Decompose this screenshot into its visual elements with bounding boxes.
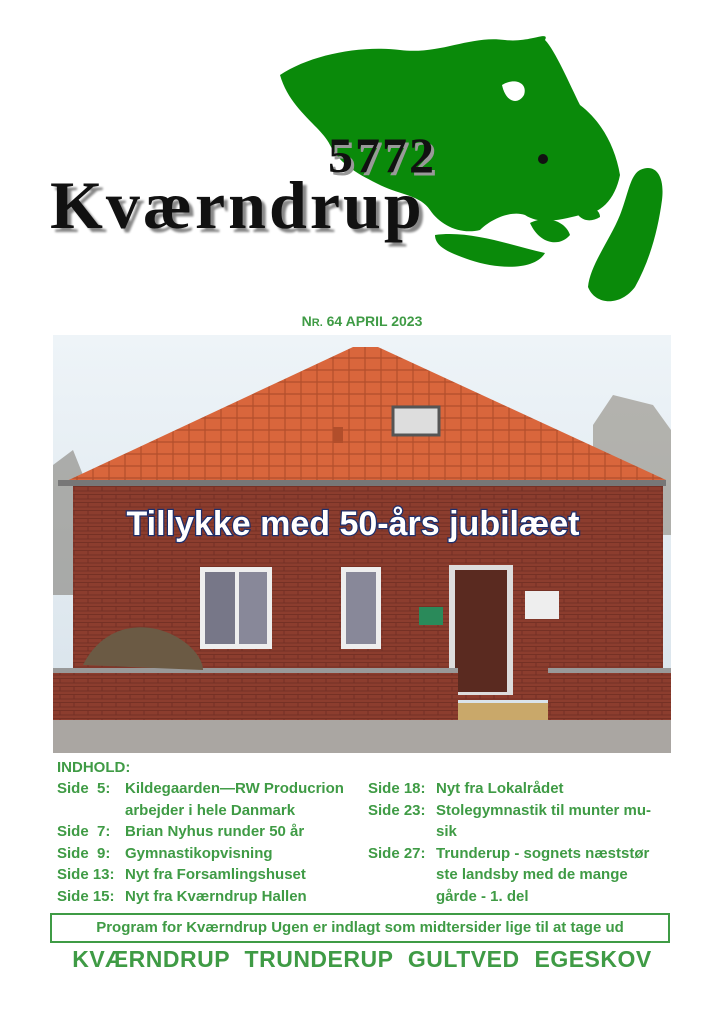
toc-page: Side 5: xyxy=(57,780,111,797)
toc-page: Side 7: xyxy=(57,823,111,840)
toc-title: ste landsby med de mange xyxy=(436,866,628,883)
toc-page: Side 23: xyxy=(368,801,426,819)
toc-page: Side 9: xyxy=(57,844,111,862)
cover-photo xyxy=(53,335,671,753)
issue-line xyxy=(0,313,724,329)
toc-title: Gymnastikopvisning xyxy=(125,844,273,862)
toc-title: arbejder i hele Danmark xyxy=(125,801,296,819)
anniversary-banner: Tillykke med 50-års jubilæet xyxy=(126,505,580,543)
toc-title: Nyt fra Forsamlingshuset xyxy=(125,866,306,883)
toc-title: Stolegymnastik til munter mu- xyxy=(436,801,652,819)
postcode: 5772 xyxy=(328,127,436,183)
contents-right-column xyxy=(368,780,678,910)
toc-page: Side 18: xyxy=(368,780,426,797)
masthead-title: Kværndrup xyxy=(50,167,425,243)
toc-page: Side 15: xyxy=(57,887,115,905)
toc-title: Nyt fra Lokalrådet xyxy=(436,780,564,797)
contents-heading: INDHOLD: xyxy=(57,759,131,776)
toc-title: sik xyxy=(436,823,457,840)
toc-title: Trunderup - sognets næststør xyxy=(436,844,650,862)
toc-title: gårde - 1. del xyxy=(436,887,529,905)
window-right xyxy=(341,567,381,649)
toc-title: Nyt fra Kværndrup Hallen xyxy=(125,887,307,905)
issue-date: 64 APRIL 2023 xyxy=(322,313,423,329)
contents-left-column xyxy=(57,780,357,910)
toc-title: Kildegaarden—RW Producrion xyxy=(125,780,344,797)
window-left xyxy=(200,567,272,649)
program-notice: Program for Kværndrup Ugen er indlagt som midtersider lige til at tage ud xyxy=(50,913,670,943)
door xyxy=(449,565,513,695)
toc-page: Side 13: xyxy=(57,866,115,883)
toc-title: Brian Nyhus runder 50 år xyxy=(125,823,305,840)
issue-nr-small: R. xyxy=(311,317,323,329)
parish-villages-footer: KVÆRNDRUP TRUNDERUP GULTVED EGESKOV xyxy=(72,946,652,972)
issue-nr: N xyxy=(301,313,312,329)
toc-page: Side 27: xyxy=(368,844,426,862)
